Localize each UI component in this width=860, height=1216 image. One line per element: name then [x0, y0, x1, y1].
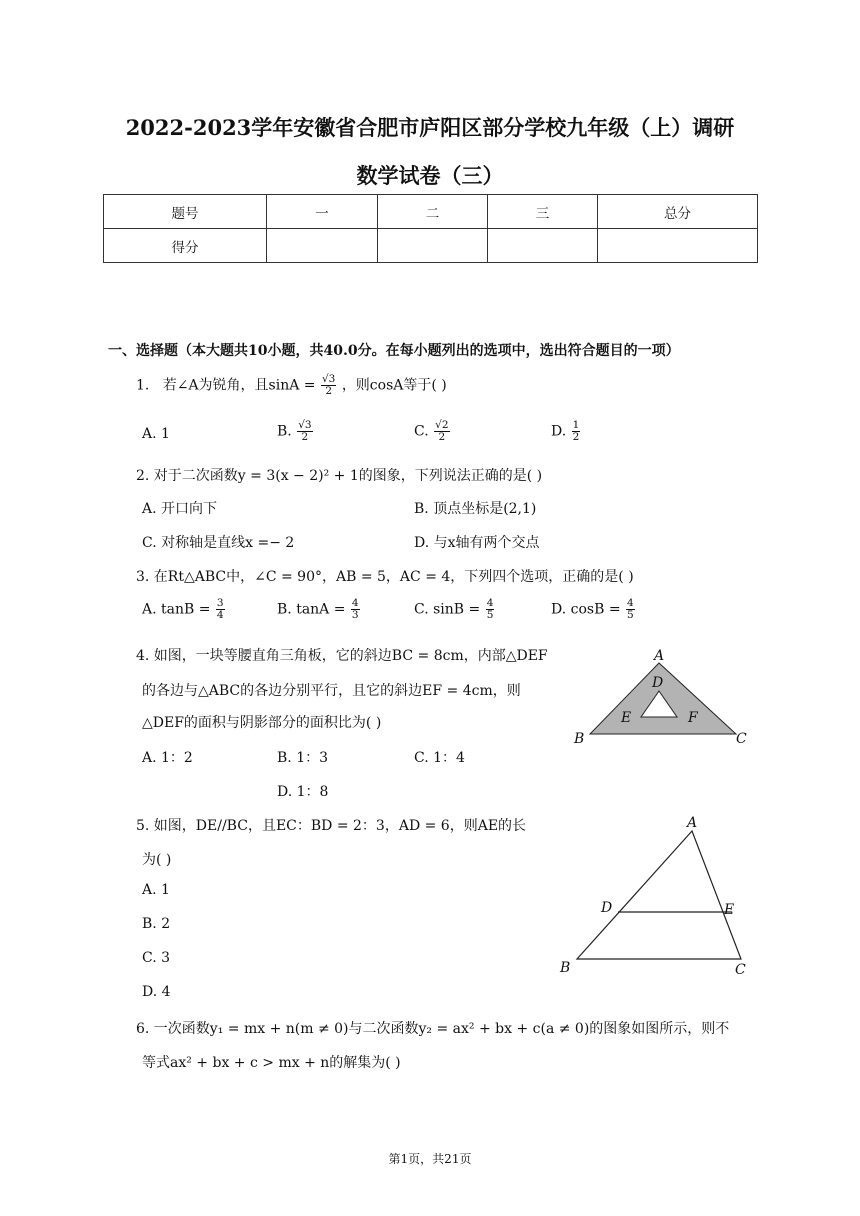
option-c	[414, 598, 495, 621]
option-c: C. 对称轴是直线x =− 2	[142, 535, 295, 551]
option-a	[142, 598, 226, 621]
question-number: 1.	[136, 377, 150, 394]
score-cell	[598, 229, 758, 263]
label-b: B	[574, 731, 585, 747]
exam-title-line1: 2022-2023学年安徽省合肥市庐阳区部分学校九年级（上）调研	[125, 115, 735, 140]
question-5-line-2: 为( )	[142, 852, 172, 868]
fraction-numerator: 1	[572, 419, 580, 431]
question-6-line-1: 6. 一次函数y₁ = mx + n(m ≠ 0)与二次函数y₂ = ax² + bx + c(a ≠ 0)的图象如图所示，则不	[136, 1021, 730, 1037]
option-a: A. 1	[142, 426, 170, 442]
triangle-ruler-figure	[570, 645, 755, 750]
fraction-numerator: √2	[435, 419, 449, 431]
label-c: C	[736, 731, 747, 747]
option-b: B. 顶点坐标是(2,1)	[414, 501, 537, 517]
option-a: A. 1：2	[142, 750, 193, 766]
fraction	[572, 420, 581, 443]
label-f: F	[688, 710, 698, 726]
score-cell: 三	[488, 195, 598, 229]
exam-title-line2: 数学试卷（三）	[356, 163, 504, 188]
fraction-numerator: 4	[351, 597, 359, 609]
fraction-denominator: 5	[627, 609, 634, 621]
score-cell	[267, 229, 378, 263]
option-b: B. 2	[142, 916, 171, 932]
similar-triangle-figure	[555, 815, 755, 980]
label-a: A	[654, 648, 665, 664]
option-label: B. tanA =	[277, 601, 346, 618]
score-cell: 二	[378, 195, 488, 229]
option-d: D. 4	[142, 984, 171, 1000]
label-e: E	[724, 902, 735, 918]
fraction	[216, 598, 225, 621]
option-label: D.	[551, 423, 567, 440]
fraction-numerator: √3	[298, 419, 312, 431]
option-a: A. 1	[142, 882, 170, 898]
label-e: E	[621, 710, 632, 726]
score-table-header-row	[104, 195, 758, 229]
score-cell: 题号	[104, 195, 267, 229]
option-d	[551, 420, 581, 443]
option-b	[277, 420, 314, 443]
fraction-denominator: 3	[351, 609, 359, 621]
option-c	[414, 420, 451, 443]
score-table	[103, 194, 758, 263]
fraction	[486, 598, 495, 621]
score-table-score-row	[104, 229, 758, 263]
fraction	[297, 420, 312, 443]
fraction-denominator: 2	[572, 431, 580, 443]
fraction	[351, 598, 360, 621]
score-cell: 得分	[104, 229, 267, 263]
fraction-denominator: 2	[301, 431, 309, 443]
option-c: C. 1：4	[414, 750, 465, 766]
triangle-abc	[577, 831, 741, 959]
fraction-denominator: 4	[216, 609, 224, 621]
label-c: C	[735, 962, 746, 978]
question-4-line-2: 的各边与△ABC的各边分别平行，且它的斜边EF = 4cm，则	[142, 683, 521, 699]
page-footer: 第1页，共21页	[388, 1152, 472, 1166]
section-heading: 一、选择题（本大题共10小题，共40.0分。在每小题列出的选项中，选出符合题目的一项）	[108, 343, 680, 359]
score-cell: 一	[267, 195, 378, 229]
fraction	[434, 420, 449, 443]
question-2: 2. 对于二次函数y = 3(x − 2)² + 1的图象，下列说法正确的是( )	[136, 468, 543, 484]
option-a: A. 开口向下	[142, 501, 218, 517]
question-4-line-1: 4. 如图，一块等腰直角三角板，它的斜边BC = 8cm，内部△DEF	[136, 648, 548, 664]
option-label: B.	[277, 423, 292, 440]
question-5-line-1: 5. 如图，DE//BC，且EC：BD = 2：3，AD = 6，则AE的长	[136, 818, 527, 834]
question-6-line-2: 等式ax² + bx + c > mx + n的解集为( )	[142, 1055, 401, 1071]
question-text: 若∠A为锐角，且sinA =	[162, 377, 316, 394]
question-text: ，则cosA等于( )	[341, 377, 447, 394]
option-b: B. 1：3	[277, 750, 329, 766]
option-b	[277, 598, 361, 621]
option-c: C. 3	[142, 950, 171, 966]
option-label: C. sinB =	[414, 601, 481, 618]
fraction-denominator: 2	[438, 431, 446, 443]
question-4-line-3: △DEF的面积与阴影部分的面积比为( )	[142, 715, 382, 731]
fraction	[626, 598, 635, 621]
fraction-numerator: 3	[216, 597, 224, 609]
option-d: D. 与x轴有两个交点	[414, 535, 540, 551]
score-cell	[378, 229, 488, 263]
label-a: A	[687, 815, 698, 831]
score-cell: 总分	[598, 195, 758, 229]
fraction-denominator: 2	[325, 385, 333, 397]
label-d: D	[601, 900, 613, 916]
fraction	[321, 374, 336, 397]
question-3: 3. 在Rt△ABC中，∠C = 90°，AB = 5，AC = 4，下列四个选项，正确的是( )	[136, 569, 634, 585]
question-1	[136, 374, 447, 397]
fraction-denominator: 5	[486, 609, 494, 621]
fraction-numerator: 4	[627, 597, 634, 609]
label-b: B	[560, 960, 571, 976]
option-d: D. 1：8	[277, 784, 329, 800]
fraction-numerator: √3	[321, 373, 336, 385]
label-d: D	[652, 675, 664, 691]
fraction-numerator: 4	[486, 597, 494, 609]
option-label: C.	[414, 423, 429, 440]
option-d	[551, 598, 636, 621]
option-label: D. cosB =	[551, 601, 621, 618]
option-label: A. tanB =	[142, 601, 211, 618]
score-cell	[488, 229, 598, 263]
